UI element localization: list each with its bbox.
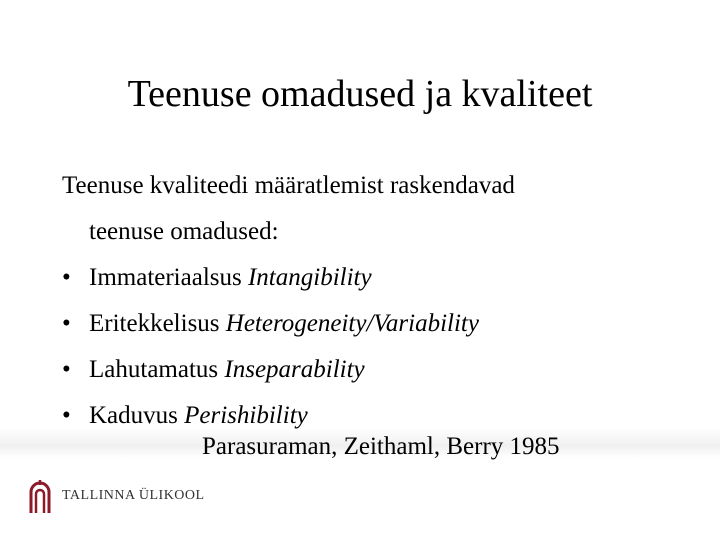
bullet-dot: • <box>62 402 71 429</box>
slide-body <box>62 163 702 439</box>
bullet-item <box>62 301 702 347</box>
bullet-term: Immateriaalsus <box>89 264 242 291</box>
slide-title: Teenuse omadused ja kvaliteet <box>127 73 593 115</box>
bullet-english: Heterogeneity/Variability <box>225 310 479 337</box>
bullet-term: Eritekkelisus <box>89 310 220 337</box>
intro-line-1: Teenuse kvaliteedi määratlemist raskendavad <box>62 172 515 199</box>
intro-line-2: teenuse omadused: <box>89 218 279 245</box>
bullet-term: Kaduvus <box>89 402 178 429</box>
bullet-dot: • <box>62 310 71 337</box>
university-emblem-icon <box>28 478 52 514</box>
logo-text: TALLINNA ÜLIKOOL <box>62 488 205 503</box>
bullet-item <box>62 347 702 393</box>
citation: Parasuraman, Zeithaml, Berry 1985 <box>202 433 560 460</box>
bullet-item <box>62 255 702 301</box>
bullet-term: Lahutamatus <box>89 356 219 383</box>
bullet-dot: • <box>62 356 71 383</box>
bullet-english: Perishibility <box>184 402 308 429</box>
bullet-english: Intangibility <box>247 264 372 291</box>
bullet-english: Inseparability <box>224 356 365 383</box>
university-logo <box>28 478 205 514</box>
bullet-dot: • <box>62 264 71 291</box>
